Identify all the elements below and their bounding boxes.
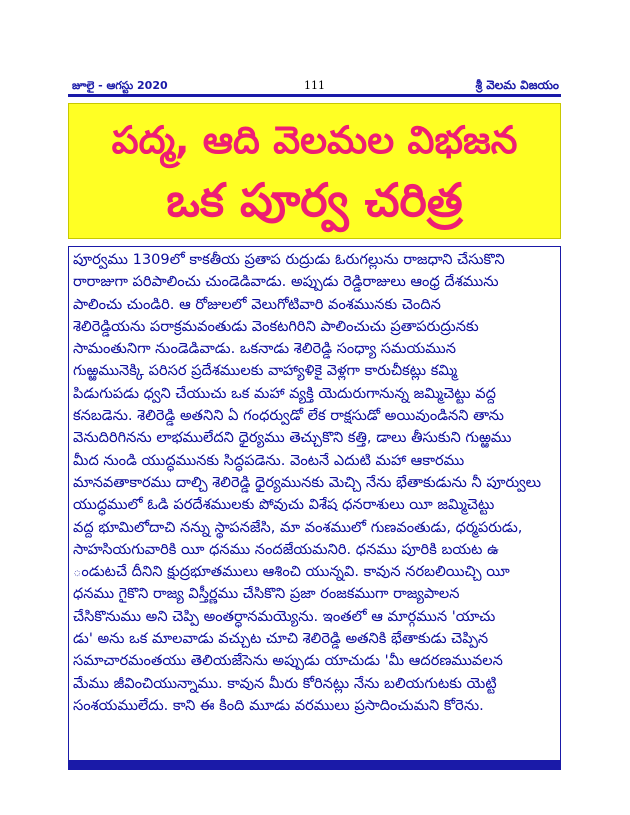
page-header bbox=[68, 78, 561, 97]
body-line: డు' అను ఒక మాలవాడు వచ్చుట చూచి శెలిరెడ్డి అతనికి భేతాకుడు చెప్పిన bbox=[73, 630, 489, 648]
body-line: వెనుదిరిగినను లాభములేదని ధైర్యము తెచ్చుకొని కత్తి, డాలు తీసుకుని గుఱ్ఱము bbox=[73, 429, 512, 447]
body-line: శెలిరెడ్డియను పరాక్రమవంతుడు వెంకటగిరిని పాలించుచు ప్రతాపరుద్రునకు bbox=[73, 317, 479, 335]
magazine-page bbox=[68, 78, 561, 764]
body-line: పిడుగుపడు ధ్వని చేయుచు ఒక మహా వ్యక్తి యెదురుగానున్న జమ్మిచెట్టు వద్ద bbox=[73, 384, 496, 402]
body-line: మానవతాకారము దాల్చి శెలిరెడ్డి ధైర్యమునకు మెచ్చి నేను భేతాకుడును నీ పూర్వులు bbox=[73, 473, 542, 491]
body-line: ండుటచే దీనిని క్షుద్రభూతములు ఆశించి యున్నవి. కావున నరబలియిచ్చి యీ bbox=[73, 563, 510, 581]
page-number: 111 bbox=[304, 79, 325, 92]
body-line: మేము జీవించియున్నాము. కావున మీరు కోరినట్లు నేను బలియగుటకు యెట్టి bbox=[73, 674, 497, 692]
body-line: పాలించు చుండిరి. ఆ రోజులలో వెలుగోటివారి వంశమునకు చెందిన bbox=[73, 295, 441, 313]
body-line: గుఱ్ఱమునెక్కి పరిసర ప్రదేశములకు వాహ్యాళికై వెళ్లగా కారుచీకట్లు కమ్మి bbox=[73, 362, 458, 380]
title-line-1: పద్మ, ఆది వెలమల విభజన bbox=[111, 118, 518, 162]
body-line: మీద నుండి యుద్ధమునకు సిద్ధపడెను. వెంటనే ఎదుటి మహా ఆకారము bbox=[73, 451, 465, 469]
body-line: రారాజుగా పరిపాలించు చుండెడివాడు. అప్పుడు రెడ్డిరాజులు ఆంధ్ర దేశమును bbox=[73, 273, 499, 291]
magazine-name: శ్రీ వెలమ విజయం bbox=[475, 78, 559, 92]
title-line-2: ఒక పూర్వ చరిత్ర bbox=[166, 173, 463, 227]
body-line: సామంతునిగా నుండెడివాడు. ఒకనాడు శెలిరెడ్డి సంధ్యా సమయమున bbox=[73, 340, 456, 358]
body-line: వద్ద భూమిలోదాచి నన్ను స్థాపనజేసి, మా వంశములో గుణవంతుడు, ధర్మపరుడు, bbox=[73, 518, 523, 536]
footer-bar bbox=[68, 760, 561, 770]
body-line: యుద్ధములో ఓడి పరదేశములకు పోవుచు విశేష ధనరాశులు యీ జమ్మిచెట్టు bbox=[73, 496, 495, 514]
title-banner bbox=[68, 103, 561, 239]
body-line: సంశయములేదు. కాని ఈ కింది మూడు వరములు ప్రసాదించుమని కోరెను. bbox=[73, 696, 484, 714]
body-line: చేసికొనుము అని చెప్పి అంతర్ధానమయ్యెను. ఇంతలో ఆ మార్గమున 'యాచు bbox=[73, 607, 496, 625]
article-body bbox=[68, 246, 561, 764]
body-line: పూర్వము 1309లో కాకతీయ ప్రతాప రుద్రుడు ఓరుగల్లును రాజధాని చేసుకొని bbox=[73, 251, 505, 268]
body-line: ధనము గైకొని రాజ్య విస్తీర్ణము చేసికొని ప్రజా రంజకముగా రాజ్యపాలన bbox=[73, 585, 460, 603]
issue-date: జూలై - ఆగస్టు 2020 bbox=[72, 79, 168, 92]
body-line: సమాచారమంతయు తెలియజేసెను అప్పుడు యాచుడు 'మీ ఆదరణమువలన bbox=[73, 652, 503, 670]
body-line: కనబడెను. శెలిరెడ్డి అతనిని ఏ గంధర్వుడో లేక రాక్షసుడో అయివుండినని తాను bbox=[73, 407, 504, 425]
body-line: సాహసియగువారికి యీ ధనము నందజేయమనిరి. ధనము పూరికి బయట ఉ bbox=[73, 540, 499, 558]
